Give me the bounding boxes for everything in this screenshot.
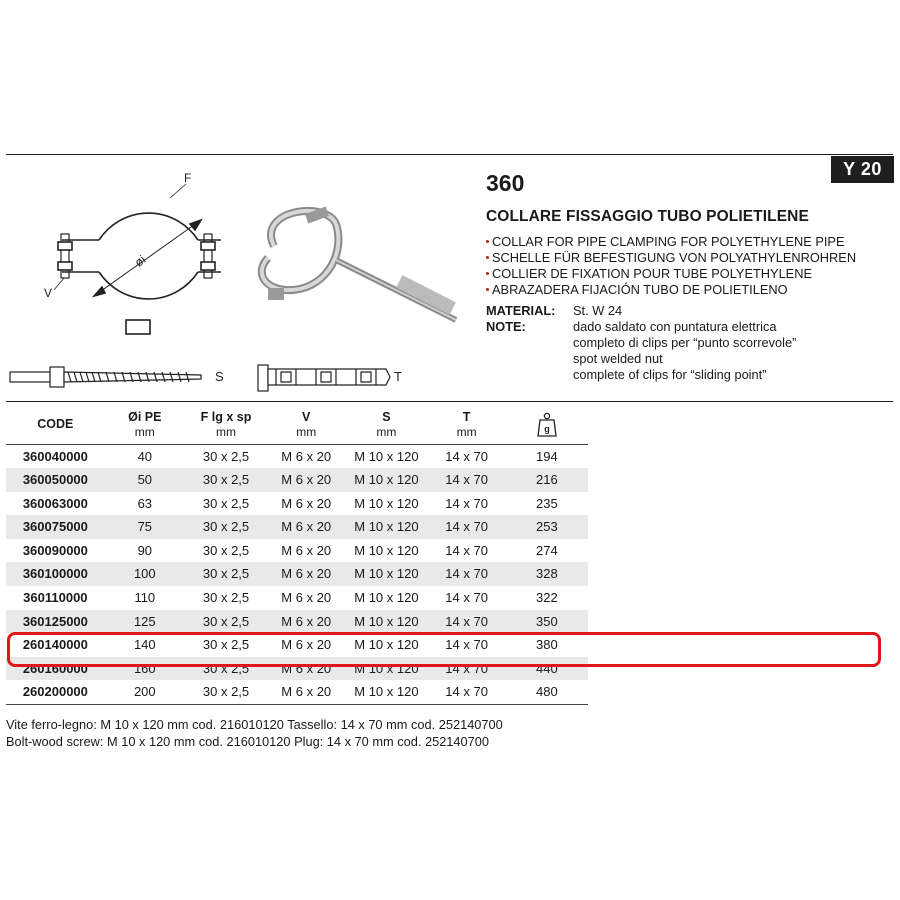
table-cell: 14 x 70	[445, 448, 488, 464]
table-row	[6, 444, 588, 468]
product-drawings	[6, 160, 476, 400]
header-v: V mm	[267, 406, 345, 444]
table-cell: M 6 x 20	[281, 590, 332, 606]
table-header-row	[6, 406, 588, 444]
table-cell: 380	[535, 637, 558, 653]
table-cell: 30 x 2,5	[202, 495, 250, 511]
header-t: T mm	[428, 406, 506, 444]
table-cell: M 6 x 20	[281, 542, 332, 558]
table-cell: 63	[137, 495, 153, 511]
table-cell: M 10 x 120	[345, 562, 427, 586]
footnote-it: Vite ferro-legno: M 10 x 120 mm cod. 216010120 Tassello: 14 x 70 mm cod. 252140700	[6, 717, 503, 732]
label-t: T	[394, 369, 402, 384]
table-cell: 14 x 70	[428, 680, 506, 704]
table-cell: M 10 x 120	[345, 680, 427, 704]
weight-icon	[536, 412, 558, 438]
plug-t-drawing	[258, 365, 390, 391]
table-cell: M 10 x 120	[354, 637, 419, 653]
table-cell: 30 x 2,5	[185, 657, 267, 681]
table-cell: M 6 x 20	[281, 495, 332, 511]
table-row	[6, 562, 588, 586]
table-cell: 140	[133, 637, 156, 653]
cell-code: 360040000	[22, 448, 88, 464]
bolt-s-drawing	[10, 367, 201, 387]
table-cell: M 10 x 120	[345, 515, 427, 539]
table-cell: 30 x 2,5	[202, 590, 250, 606]
product-number: 360	[486, 170, 525, 196]
clamp-photo	[262, 207, 456, 320]
table-cell: 14 x 70	[428, 515, 506, 539]
table-cell: M 6 x 20	[267, 610, 345, 634]
table-cell: M 10 x 120	[345, 657, 427, 681]
table-cell: 235	[535, 495, 558, 511]
label-v: V	[44, 286, 53, 300]
table-cell: 440	[506, 657, 588, 681]
table-cell: 14 x 70	[428, 610, 506, 634]
table-cell: 14 x 70	[428, 562, 506, 586]
section-rule	[6, 401, 893, 402]
label-s: S	[215, 369, 224, 384]
table-cell: 14 x 70	[445, 495, 488, 511]
table-row	[6, 633, 588, 657]
table-cell: 160	[105, 657, 185, 681]
material-value: St. W 24	[573, 303, 623, 318]
cell-code: 360050000	[6, 468, 105, 492]
table-cell: 30 x 2,5	[185, 515, 267, 539]
header-s: S mm	[345, 406, 427, 444]
translation-es: ABRAZADERA FIJACIÓN TUBO DE POLIETILENO	[486, 282, 856, 298]
cell-code: 360090000	[22, 542, 88, 558]
note-line: completo di clips per “punto scorrevole”	[573, 335, 797, 350]
table-cell: 40	[137, 448, 153, 464]
header-weight	[506, 406, 588, 444]
label-f: F	[184, 171, 192, 185]
footnote-en: Bolt-wood screw: M 10 x 120 mm cod. 216010120 Plug: 14 x 70 mm cod. 252140700	[6, 734, 490, 749]
table-cell: M 6 x 20	[267, 680, 345, 704]
table-row	[6, 515, 588, 539]
table-cell: 274	[535, 542, 558, 558]
table-cell: M 6 x 20	[267, 515, 345, 539]
header-code: CODE	[6, 406, 105, 444]
table-cell: M 6 x 20	[281, 448, 332, 464]
table-cell: M 10 x 120	[354, 448, 419, 464]
cell-code: 260140000	[22, 637, 88, 653]
table-cell: 350	[506, 610, 588, 634]
table-cell: M 10 x 120	[345, 610, 427, 634]
cell-code: 360110000	[23, 590, 88, 606]
table-cell: 216	[506, 468, 588, 492]
table-row	[6, 680, 588, 704]
table-cell: 30 x 2,5	[202, 637, 250, 653]
translations-list	[486, 234, 856, 298]
table-cell: M 10 x 120	[354, 495, 419, 511]
cell-code: 260160000	[6, 657, 105, 681]
product-title: COLLARE FISSAGGIO TUBO POLIETILENE	[486, 208, 809, 225]
table-cell: 14 x 70	[428, 657, 506, 681]
table-cell: M 6 x 20	[267, 657, 345, 681]
specifications	[486, 303, 796, 383]
note-label: NOTE:	[486, 319, 526, 334]
table-cell: 30 x 2,5	[185, 562, 267, 586]
cell-code: 360075000	[6, 515, 105, 539]
table-cell: M 6 x 20	[267, 562, 345, 586]
table-cell: 30 x 2,5	[185, 680, 267, 704]
table-row	[6, 657, 588, 681]
table-cell: 480	[506, 680, 588, 704]
top-rule	[6, 154, 893, 155]
table-cell: 100	[105, 562, 185, 586]
table-body	[6, 444, 588, 705]
product-table	[6, 406, 588, 705]
translation-de: SCHELLE FÜR BEFESTIGUNG VON POLYATHYLENROHREN	[486, 250, 856, 266]
translation-fr: COLLIER DE FIXATION POUR TUBE POLYETHYLENE	[486, 266, 856, 282]
svg-text:g: g	[544, 423, 550, 434]
header-flat: F lg x sp mm	[185, 406, 267, 444]
table-cell: 200	[105, 680, 185, 704]
translation-en: COLLAR FOR PIPE CLAMPING FOR POLYETHYLENE PIPE	[486, 234, 856, 250]
year-badge: Y 20 21	[831, 156, 894, 183]
table-cell: 194	[535, 448, 558, 464]
table-cell: 14 x 70	[445, 542, 488, 558]
label-oi: øi	[131, 252, 149, 270]
table-cell: 253	[506, 515, 588, 539]
table-cell: 14 x 70	[445, 637, 488, 653]
table-row	[6, 586, 588, 610]
table-row	[6, 539, 588, 563]
table-cell: 328	[506, 562, 588, 586]
table-cell: 110	[134, 590, 156, 606]
note-line: dado saldato con puntatura elettrica	[573, 319, 777, 334]
table-cell: M 10 x 120	[354, 542, 419, 558]
table-cell: 125	[105, 610, 185, 634]
table-cell: M 6 x 20	[267, 468, 345, 492]
table-cell: 30 x 2,5	[202, 542, 250, 558]
header-diameter: Øi PE mm	[105, 406, 185, 444]
table-cell: 322	[535, 590, 558, 606]
table-cell: 30 x 2,5	[185, 610, 267, 634]
table-cell: 14 x 70	[428, 468, 506, 492]
table-cell: 50	[105, 468, 185, 492]
cell-code: 360063000	[22, 495, 88, 511]
table-cell: 90	[137, 542, 153, 558]
table-cell: M 6 x 20	[281, 637, 332, 653]
table-cell: M 10 x 120	[354, 590, 419, 606]
table-cell: 14 x 70	[445, 590, 488, 606]
table-cell: 30 x 2,5	[185, 468, 267, 492]
note-line: complete of clips for “sliding point”	[573, 367, 767, 382]
cell-code: 260200000	[6, 680, 105, 704]
table-cell: M 10 x 120	[345, 468, 427, 492]
cell-code: 360100000	[6, 562, 105, 586]
material-label: MATERIAL:	[486, 303, 556, 318]
table-row	[6, 492, 588, 516]
note-line: spot welded nut	[573, 351, 663, 366]
table-cell: 75	[105, 515, 185, 539]
cell-code: 360125000	[6, 610, 105, 634]
table-row	[6, 468, 588, 492]
table-cell: 30 x 2,5	[202, 448, 250, 464]
table-row	[6, 610, 588, 634]
